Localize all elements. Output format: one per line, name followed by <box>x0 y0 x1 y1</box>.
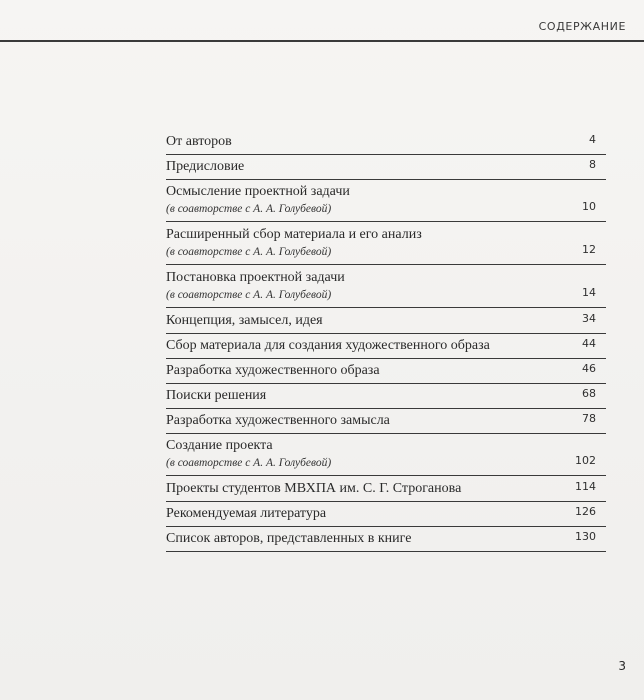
toc-entry-page: 78 <box>582 412 596 425</box>
toc-entry-rule <box>166 433 606 434</box>
toc-entry-title: Разработка художественного образа <box>166 363 380 378</box>
toc-entry-page: 68 <box>582 387 596 400</box>
toc-entry-title: Разработка художественного замысла <box>166 413 390 428</box>
toc-entry-page: 4 <box>589 133 596 146</box>
toc-entry-page: 14 <box>582 286 596 299</box>
toc-entry-rule <box>166 264 606 265</box>
toc-entry <box>166 225 606 261</box>
toc-entry-title: Создание проекта <box>166 438 273 453</box>
toc-entry <box>166 157 606 176</box>
toc-entry-title: Осмысление проектной задачи <box>166 184 350 199</box>
toc-entry-rule <box>166 526 606 527</box>
toc-entry-title: Концепция, замысел, идея <box>166 313 323 328</box>
toc-entry-note: (в соавторстве с А. А. Голубевой) <box>166 457 332 469</box>
toc-entry-page: 130 <box>575 530 596 543</box>
toc-entry-rule <box>166 154 606 155</box>
toc-entry-rule <box>166 475 606 476</box>
toc-entry <box>166 479 606 498</box>
toc-entry-page: 8 <box>589 158 596 171</box>
section-title: СОДЕРЖАНИЕ <box>538 20 626 33</box>
toc-entry <box>166 132 606 151</box>
toc-entry-note: (в соавторстве с А. А. Голубевой) <box>166 246 332 258</box>
toc-entry-note: (в соавторстве с А. А. Голубевой) <box>166 203 332 215</box>
toc-entry-rule <box>166 221 606 222</box>
toc-entry <box>166 311 606 330</box>
toc-entry <box>166 436 606 472</box>
toc-entry-page: 114 <box>575 480 596 493</box>
toc-entry-page: 34 <box>582 312 596 325</box>
toc-entry-title: Расширенный сбор материала и его анализ <box>166 227 422 242</box>
toc-entry-title: Предисловие <box>166 159 245 174</box>
toc-entry <box>166 504 606 523</box>
toc-entry-rule <box>166 408 606 409</box>
toc-entry-rule <box>166 333 606 334</box>
toc-entry <box>166 336 606 355</box>
toc-entry <box>166 361 606 380</box>
toc-entry-rule <box>166 358 606 359</box>
toc-entry <box>166 182 606 218</box>
toc-entry-title: Сбор материала для создания художественного образа <box>166 338 490 353</box>
toc-entry-page: 102 <box>575 454 596 467</box>
toc-entry-page: 46 <box>582 362 596 375</box>
toc-entry <box>166 411 606 430</box>
toc-entry-title: Постановка проектной задачи <box>166 270 345 285</box>
toc-entry-rule <box>166 307 606 308</box>
toc-entry-page: 10 <box>582 200 596 213</box>
toc-entry-rule <box>166 179 606 180</box>
toc-entry-rule <box>166 383 606 384</box>
toc-entry <box>166 386 606 405</box>
toc-entry-page: 44 <box>582 337 596 350</box>
toc-entry-rule <box>166 551 606 552</box>
toc-entry-page: 126 <box>575 505 596 518</box>
toc-entry-note: (в соавторстве с А. А. Голубевой) <box>166 289 332 301</box>
toc-entry-title: От авторов <box>166 134 232 149</box>
toc-entry-title: Проекты студентов МВХПА им. С. Г. Строганова <box>166 481 462 496</box>
toc-entry-title: Список авторов, представленных в книге <box>166 531 412 546</box>
toc-entry-page: 12 <box>582 243 596 256</box>
toc-entry-title: Рекомендуемая литература <box>166 506 327 521</box>
toc-entry <box>166 529 606 548</box>
header-rule <box>0 40 644 42</box>
toc-entry <box>166 268 606 304</box>
page-number: 3 <box>618 659 626 673</box>
toc-entry-title: Поиски решения <box>166 388 267 403</box>
toc-entry-rule <box>166 501 606 502</box>
